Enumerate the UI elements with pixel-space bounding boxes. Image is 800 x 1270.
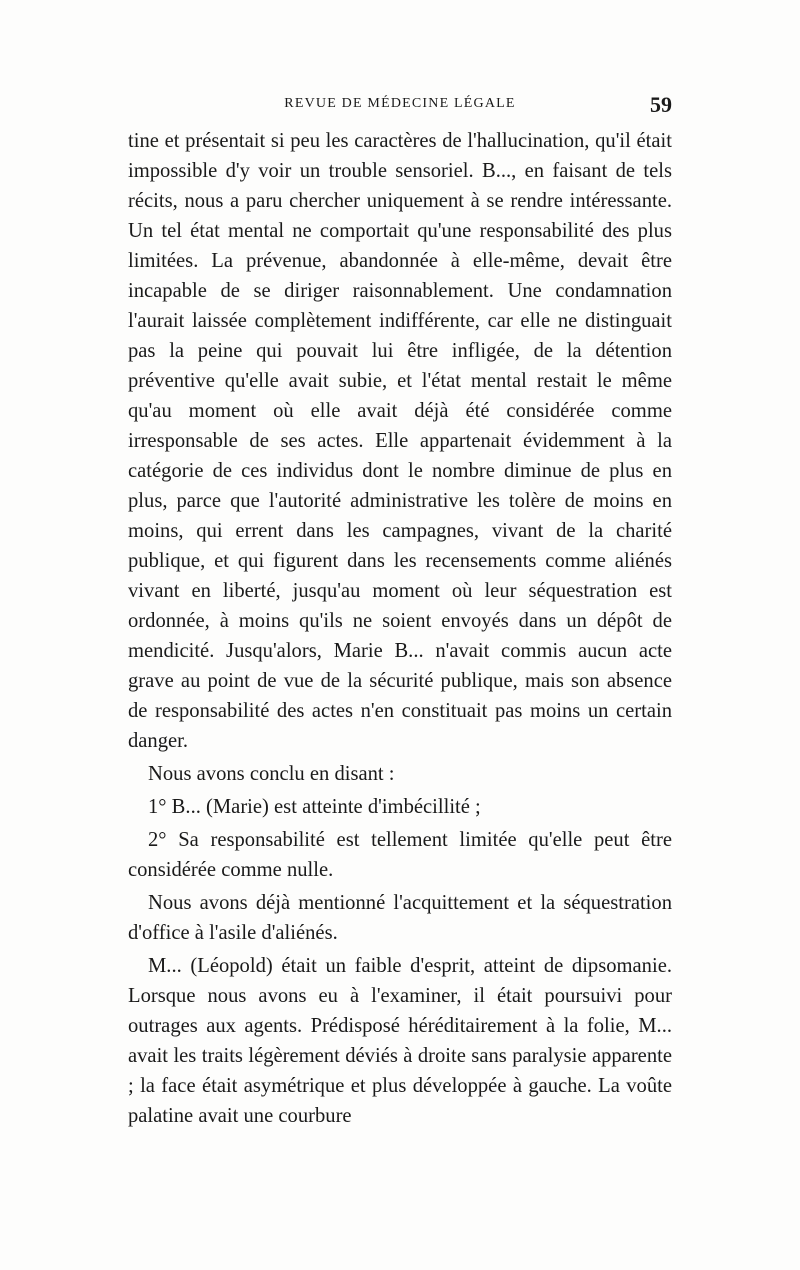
- paragraph-conclusion-2: 2° Sa responsabilité est tellement limitée qu'elle peut être considérée comme nulle.: [128, 829, 672, 881]
- running-title: REVUE DE MÉDECINE LÉGALE: [284, 96, 516, 111]
- paragraph-continuation: tine et présentait si peu les caractères de l'hallucination, qu'il était impossible d'y voir un trouble sensoriel. B..., en faisant de tels récits, nous a paru chercher uniquement à se rendre intéressante. Un tel état mental ne comportait qu'une responsabilité des plus limitées. La prévenue, abandonnée à elle-même, devait être incapable de se diriger raisonnablement. Une condamnation l'aurait laissée complètement indifférente, car elle ne distinguait pas la peine qui pouvait lui être infligée, de la détention préventive qu'elle avait subie, et l'état mental restait le même qu'au moment où elle avait déjà été considérée comme irresponsable de ses actes. Elle appartenait évidemment à la catégorie de ces individus dont le nombre diminue de plus en plus, parce que l'autorité administrative les tolère de moins en moins, qui errent dans les campagnes, vivant de la charité publique, et qui figurent dans les recensements comme aliénés vivant en liberté, jusqu'au moment où leur séquestration est ordonnée, à moins qu'ils ne soient envoyés dans un dépôt de mendicité. Jusqu'alors, Marie B... n'avait commis aucun acte grave au point de vue de la sécurité publique, mais son absence de responsabilité des actes n'en constituait pas moins un certain danger.: [128, 130, 672, 752]
- page-number: 59: [650, 92, 672, 117]
- running-head: [128, 92, 672, 120]
- paragraph-acquittal: Nous avons déjà mentionné l'acquittement et la séquestration d'office à l'asile d'aliénés.: [128, 892, 672, 944]
- paragraph-conclusion-intro: Nous avons conclu en disant :: [148, 763, 395, 785]
- paragraph-leopold: M... (Léopold) était un faible d'esprit, atteint de dipsomanie. Lorsque nous avons eu à l'examiner, il était poursuivi pour outrages aux agents. Prédisposé héréditairement à la folie, M... avait les traits légèrement déviés à droite sans paralysie apparente ; la face était asymétrique et plus développée à gauche. La voûte palatine avait une courbure: [128, 955, 672, 1127]
- body-text: [128, 126, 672, 1131]
- paragraph-conclusion-1: 1° B... (Marie) est atteinte d'imbécillité ;: [148, 796, 481, 818]
